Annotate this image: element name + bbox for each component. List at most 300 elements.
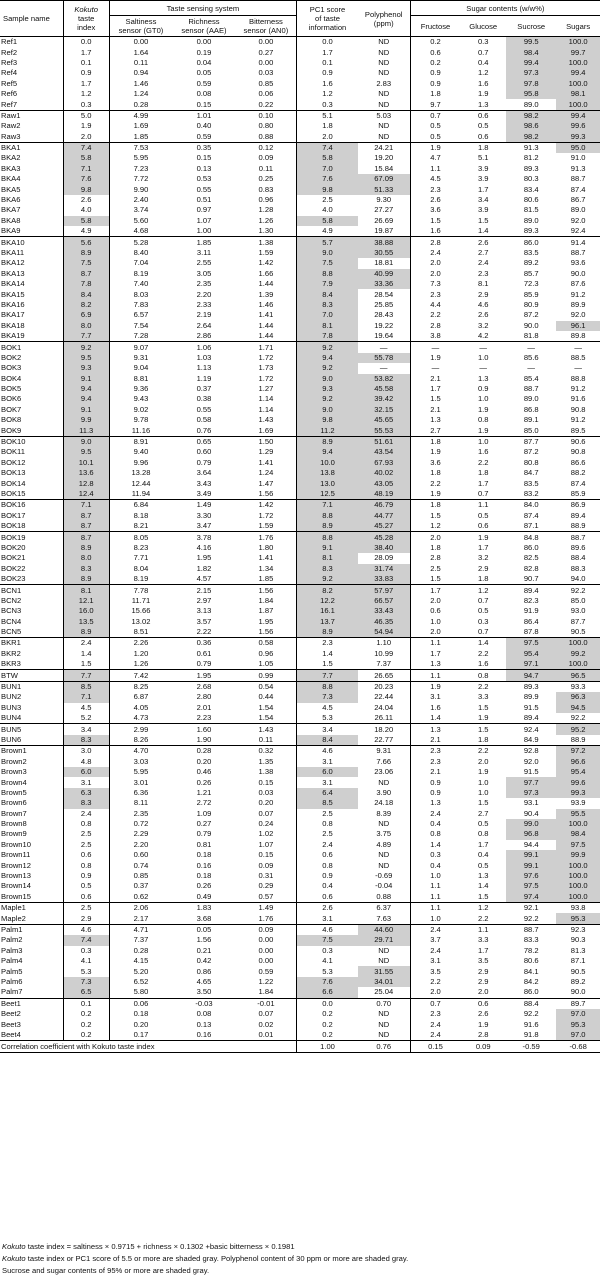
value-cell: 7.04 [109,258,172,268]
sample-name-cell: BOK5 [1,384,22,394]
table-row [0,89,600,99]
value-cell: 5.95 [109,767,172,777]
value-cell: 0.9 [297,68,358,78]
table-row [0,724,600,735]
table-row [0,153,600,163]
sample-name-cell: Palm4 [1,956,23,966]
value-cell: 88.3 [570,563,586,573]
value-cell: 0.21 [196,945,212,955]
sample-name-cell: Beet3 [1,1019,21,1029]
value-cell: 19.87 [374,226,394,236]
value-cell: 40.99 [358,269,410,279]
value-cell: 0.7 [477,488,489,498]
value-cell: 9.07 [109,342,172,353]
value-cell: 0.80 [258,121,274,131]
value-cell: 9.5 [63,447,109,457]
value-cell: 4.4 [410,300,460,310]
value-cell: 8.40 [109,248,172,258]
sample-name-cell: Ref5 [1,78,18,88]
value-cell: 2.3 [410,184,460,194]
table-row [0,237,600,248]
sample-name-cell: BUN1 [0,681,63,692]
value-cell: 0.9 [410,788,460,798]
value-cell: 26.11 [374,713,393,723]
value-cell: 2.97 [196,595,212,605]
value-cell: 0.0 [297,37,358,48]
value-cell: 31.55 [358,966,410,976]
table-row [0,977,600,987]
value-cell: 85.0 [523,425,539,435]
value-cell: 0.57 [258,891,274,901]
value-cell: 82.5 [523,553,539,563]
value-cell: 9.8 [297,184,358,194]
value-cell: 2.5 [297,195,358,205]
sample-name-cell: BOK17 [1,510,26,520]
value-cell: 88.7 [570,174,586,184]
value-cell: 8.25 [109,681,172,692]
value-cell: 0.29 [258,881,274,891]
value-cell: 99.9 [556,850,600,860]
value-cell: 9.3 [63,363,109,373]
value-cell: 93.1 [523,798,539,808]
table-row [0,829,600,839]
value-cell: -0.03 [172,998,235,1009]
table-row [0,258,600,268]
table-row [0,269,600,279]
value-cell: 1.6 [477,447,489,457]
value-cell: 2.2 [410,977,460,987]
table-row [0,767,600,777]
value-cell: 1.09 [196,808,212,818]
value-cell: 1.87 [258,606,274,616]
value-cell: 1.9 [477,89,489,99]
value-cell: 8.4 [297,735,358,746]
value-cell: 0.2 [410,37,460,48]
value-cell: 0.85 [258,78,274,88]
header-glucose: Glucose [460,16,506,37]
value-cell: 12.2 [297,596,358,606]
value-cell: 0.5 [477,510,489,520]
sample-name-cell: BOK14 [1,478,26,488]
header-bitterness-1: Bitterness [249,17,283,26]
value-cell: 28.54 [374,289,394,299]
table-row [0,788,600,798]
value-cell: ND [378,1029,390,1039]
value-cell: 0.24 [258,819,274,829]
value-cell: 0.2 [410,58,460,68]
value-cell: 3.1 [297,777,358,787]
value-cell: 9.4 [63,394,109,404]
value-cell: 8.0 [63,321,109,331]
value-cell: ND [378,819,390,829]
value-cell: 2.3 [410,757,460,767]
value-cell: 3.47 [196,521,212,531]
value-cell: 8.9 [63,627,109,638]
value-cell: 85.0 [570,595,586,605]
value-cell: 8.3 [297,300,358,310]
value-cell: 4.6 [477,299,489,309]
value-cell: 7.1 [297,500,358,511]
value-cell: 8.8 [297,511,358,521]
value-cell: 1.5 [63,659,109,670]
value-cell: 8.03 [109,289,172,299]
value-cell: 4.5 [410,174,460,184]
value-cell: 2.2 [477,648,489,658]
value-cell: 5.8 [297,216,358,226]
value-cell: 97.3 [506,68,556,78]
value-cell: 2.2 [477,457,489,467]
value-cell: 83.5 [523,248,539,257]
sample-name-cell: BKA14 [1,279,25,289]
value-cell: 30.55 [358,248,410,258]
value-cell: 0.27 [196,819,212,829]
value-cell: 8.39 [376,808,392,818]
value-cell: 8.7 [63,511,109,521]
sample-name-cell: BOK6 [1,394,22,404]
sample-name-cell: Brown13 [1,871,31,881]
value-cell: 89.1 [523,415,539,425]
table-row [0,892,600,903]
value-cell: 13.7 [297,616,358,626]
value-cell: 0.88 [258,131,274,141]
value-cell: 11.94 [109,489,172,500]
value-cell: 2.6 [477,1009,489,1019]
sample-name-cell: BKR2 [1,648,21,658]
value-cell: 2.20 [196,289,212,299]
value-cell: 1.5 [477,702,489,712]
sample-name-cell: BOK8 [1,415,22,425]
value-cell: 2.06 [109,903,172,914]
header-saltiness-1: Saltiness [125,17,157,26]
value-cell: 89.2 [570,976,586,986]
value-cell: 4.1 [63,956,109,966]
value-cell: 2.0 [410,532,460,543]
value-cell: 7.7 [297,670,358,681]
value-cell: 1.85 [109,132,172,143]
value-cell: 1.7 [477,542,489,552]
table-row [0,164,600,174]
correlation-row [0,1041,600,1053]
value-cell: 1.41 [258,310,274,320]
value-cell: 91.8 [523,1029,539,1039]
value-cell: 7.7 [63,331,109,342]
value-cell: 100.0 [556,79,600,89]
value-cell: 0.8 [297,819,358,829]
value-cell: 0.8 [63,860,109,870]
value-cell: 97.4 [506,892,556,903]
value-cell: 87.7 [506,436,556,447]
sample-name-cell: Palm6 [1,976,23,986]
value-cell: 2.26 [109,638,172,649]
value-cell: ND [378,956,390,966]
value-cell: 89.7 [556,998,600,1009]
value-cell: 89.3 [523,226,539,236]
value-cell: 0.03 [258,68,274,78]
value-cell: 2.8 [410,237,460,248]
value-cell: 12.44 [109,478,172,488]
value-cell: 1.7 [477,945,489,955]
sample-name-cell: BKA16 [1,299,25,309]
value-cell: 0.2 [297,1019,358,1029]
sample-name-cell: BCN2 [1,595,22,605]
header-bitterness-2: sensor (AN0) [243,26,289,35]
value-cell: 2.1 [410,374,460,384]
value-cell: 3.05 [196,268,212,278]
header-polyphenol [358,1,410,37]
value-cell: 88.9 [570,734,586,744]
value-cell: 0.07 [258,1009,274,1019]
footnote-formula-italic: Kokuto [2,1242,26,1251]
value-cell: 100.0 [556,892,600,903]
value-cell: 1.5 [477,891,489,901]
value-cell: ND [378,89,390,99]
value-cell: 0.8 [410,829,460,839]
value-cell: 8.9 [63,248,109,258]
value-cell: 6.36 [109,788,172,798]
value-cell: 4.68 [109,226,172,237]
table-row [0,819,600,829]
value-cell: 15.84 [374,163,394,173]
value-cell: 0.79 [196,457,212,467]
value-cell: 0.58 [236,638,297,649]
value-cell: 7.37 [109,935,172,945]
value-cell: 90.5 [570,966,586,976]
value-cell: 0.6 [477,521,489,531]
table-row [0,1030,600,1041]
value-cell: 8.3 [63,564,109,574]
value-cell: 28.09 [374,553,394,563]
value-cell: 0.09 [236,924,297,935]
value-cell: 0.9 [297,871,358,881]
value-cell: 1.24 [258,468,274,478]
value-cell: 0.8 [477,829,489,839]
value-cell: 6.0 [297,767,358,777]
sample-name-cell: Ref4 [1,68,18,78]
value-cell: 8.0 [63,553,109,563]
value-cell: 5.6 [63,237,109,248]
value-cell: 0.97 [196,205,212,215]
value-cell: 88.7 [506,924,556,935]
value-cell: 6.5 [63,987,109,998]
value-cell: 3.57 [196,616,212,626]
footnote-shading-text: taste index or PC1 score of 5.5 or more are shaded gray. Polyphenol content of 30 ppm or more are shaded gray. [25,1254,409,1263]
value-cell: 0.70 [358,998,410,1009]
value-cell: 6.4 [297,788,358,798]
sample-name-cell: Ref6 [1,89,18,99]
value-cell: 1.56 [196,935,212,945]
correlation-value: 0.15 [410,1041,460,1053]
value-cell: 1.3 [410,724,460,735]
table-row [0,478,600,488]
value-cell: 4.70 [109,746,172,757]
value-cell: 1.07 [196,215,212,225]
value-cell: 1.0 [477,777,489,787]
header-richness [172,16,235,37]
value-cell: 1.72 [258,373,274,383]
value-cell: 1.20 [109,649,172,659]
value-cell: 100.0 [556,860,600,870]
sample-name-cell: Palm3 [1,945,23,955]
value-cell: 9.40 [109,447,172,457]
value-cell: 7.83 [109,300,172,310]
value-cell: 1.5 [477,215,489,225]
value-cell: 1.0 [410,616,460,626]
value-cell: 95.3 [556,1019,600,1029]
value-cell: 93.6 [570,258,586,268]
value-cell: 2.6 [460,237,506,248]
table-row [0,321,600,331]
value-cell: 0.32 [236,746,297,757]
value-cell: 2.72 [196,798,212,808]
value-cell: 1.54 [258,702,274,712]
sample-name-cell: BUN4 [1,713,22,723]
value-cell: 99.1 [506,860,556,870]
value-cell: — [460,342,506,353]
value-cell: 99.4 [556,110,600,121]
value-cell: 3.30 [196,510,212,520]
value-cell: 5.7 [297,237,358,248]
header-fructose: Fructose [410,16,460,37]
value-cell: 3.4 [297,724,358,735]
table-row [0,458,600,468]
table-row [0,966,600,976]
value-cell: 24.21 [358,142,410,153]
sample-name-cell: BKA9 [1,226,21,236]
value-cell: 0.4 [410,819,460,829]
value-cell: 0.40 [196,121,212,131]
value-cell: 0.8 [297,860,358,870]
value-cell: 97.0 [556,1030,600,1041]
value-cell: 1.43 [258,415,274,425]
value-cell: 8.1 [477,279,489,289]
value-cell: 2.4 [410,248,460,258]
value-cell: 0.4 [410,860,460,870]
header-richness-2: sensor (AAE) [181,26,227,35]
table-row [0,425,600,436]
value-cell: 1.44 [258,331,274,341]
value-cell: 95.0 [556,142,600,153]
value-cell: 91.3 [570,163,586,173]
value-cell: 2.35 [109,809,172,819]
value-cell: 1.6 [477,659,489,669]
value-cell: 0.37 [109,881,172,891]
value-cell: 1.9 [410,489,460,500]
value-cell: 8.21 [109,521,172,532]
value-cell: 3.1 [297,757,358,767]
value-cell: 51.61 [358,436,410,447]
header-richness-1: Richness [188,17,220,26]
value-cell: 2.3 [410,289,460,299]
sample-name-cell: BUN6 [1,734,22,744]
sample-name-cell: BKA4 [1,174,21,184]
sample-name-cell: Brown3 [1,767,27,777]
value-cell: 4.0 [297,205,358,215]
value-cell: 1.03 [196,352,212,362]
value-cell: 8.04 [109,564,172,574]
value-cell: 1.47 [258,478,274,488]
value-cell: 3.4 [63,724,109,735]
table-row [0,670,600,681]
value-cell: 9.4 [297,447,358,457]
value-cell: 3.6 [410,458,460,468]
value-cell: 33.83 [358,574,410,585]
value-cell: 1.9 [410,353,460,363]
value-cell: 3.6 [410,205,460,215]
sample-name-cell: BOK16 [0,500,63,511]
table-row [0,174,600,184]
value-cell: 7.3 [297,692,358,702]
value-cell: 88.7 [570,248,586,257]
table-row [0,692,600,702]
value-cell: 89.0 [570,205,586,215]
value-cell: 0.3 [63,99,109,110]
table-row [0,935,600,945]
value-cell: 1.26 [258,215,274,225]
value-cell: 3.13 [196,606,212,616]
value-cell: 46.35 [358,616,410,626]
value-cell: 0.2 [63,1019,109,1029]
value-cell: 1.4 [297,649,358,659]
value-cell: 85.6 [523,352,539,362]
value-cell: 54.94 [358,627,410,638]
table-row [0,121,600,131]
value-cell: 8.1 [63,585,109,596]
value-cell: 9.2 [297,342,358,353]
value-cell: 94.4 [523,839,539,849]
table-row [0,860,600,870]
value-cell: 95.4 [506,649,556,659]
value-cell: 89.0 [523,394,539,404]
value-cell: 2.8 [477,1029,489,1039]
value-cell: 94.7 [506,670,556,681]
value-cell: 84.7 [523,468,539,478]
value-cell: 7.72 [109,174,172,184]
value-cell: 0.60 [196,447,212,457]
value-cell: 1.8 [410,436,460,447]
value-cell: 0.22 [258,99,274,109]
sample-name-cell: BOK3 [1,363,22,373]
sample-name-cell: Brown2 [1,756,27,766]
value-cell: 86.4 [523,616,539,626]
value-cell: 92.2 [523,1009,539,1019]
value-cell: 2.6 [477,310,489,320]
value-cell: 1.2 [63,89,109,99]
value-cell: 2.5 [297,829,358,839]
value-cell: 1.6 [410,226,460,237]
table-row [0,998,600,1009]
value-cell: 4.6 [297,746,358,757]
value-cell: 1.46 [109,79,172,89]
value-cell: 13.6 [63,468,109,478]
value-cell: 57.97 [358,585,410,596]
value-cell: 0.15 [196,99,212,109]
value-cell: 3.49 [196,488,212,498]
value-cell: 6.37 [358,903,410,914]
value-cell: 4.0 [63,205,109,215]
value-cell: 86.6 [570,457,586,467]
sample-name-cell: BKA6 [1,195,21,205]
table-row [0,850,600,860]
value-cell: 91.3 [506,142,556,153]
value-cell: 67.93 [358,458,410,468]
value-cell: 97.6 [506,871,556,881]
value-cell: 7.78 [109,585,172,596]
value-cell: 0.00 [258,945,274,955]
value-cell: 3.9 [477,163,489,173]
value-cell: 67.09 [358,174,410,184]
value-cell: 81.5 [523,205,539,215]
value-cell: 2.22 [196,627,212,637]
